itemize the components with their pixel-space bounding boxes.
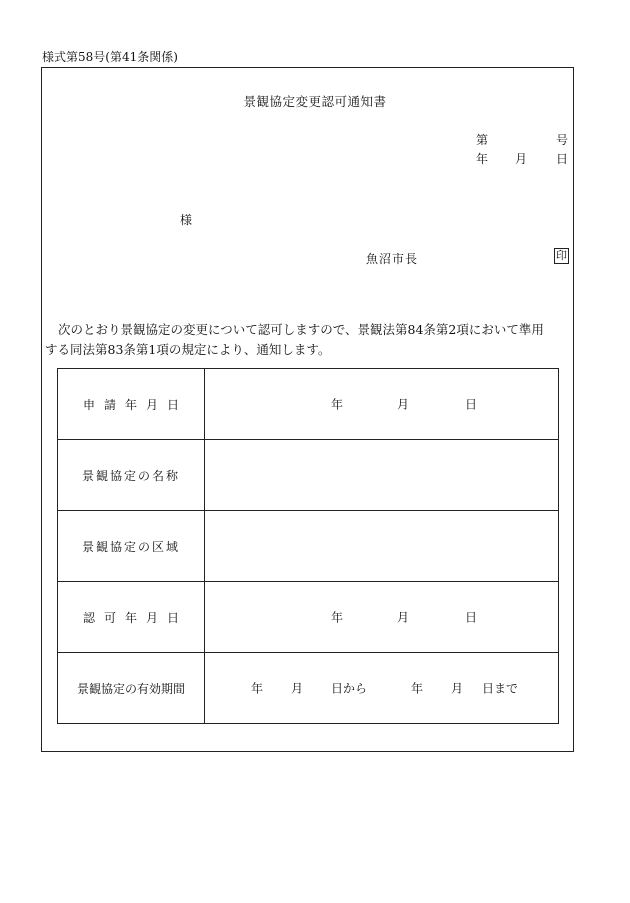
- table-row: [58, 582, 559, 653]
- approval-date-month: 月: [397, 610, 410, 625]
- application-date-year: 年: [331, 397, 344, 412]
- doc-number-go: 号: [556, 133, 569, 147]
- date-month: 月: [515, 152, 528, 166]
- table-row: [58, 369, 559, 440]
- notice-body-line-2: する同法第83条第1項の規定により、通知します。: [45, 342, 331, 357]
- date-year: 年: [476, 152, 489, 166]
- approval-date-day: 日: [465, 610, 478, 625]
- period-end-day-until: 日まで: [482, 681, 519, 696]
- issuer-name: 魚沼市長: [366, 252, 419, 266]
- row-label-agreement-area: 景観協定の区域: [58, 511, 205, 582]
- table-row: [58, 653, 559, 724]
- period-end-month: 月: [451, 681, 464, 696]
- validity-period-value: [205, 653, 559, 724]
- document-title: 景観協定変更認可通知書: [243, 94, 387, 109]
- period-end-year: 年: [411, 681, 424, 696]
- addressee-suffix: 様: [180, 213, 193, 227]
- row-label-application-date: 申請年月日: [58, 369, 205, 440]
- approval-date-value: [205, 582, 559, 653]
- agreement-name-value: [205, 440, 559, 511]
- period-start-month: 月: [291, 681, 304, 696]
- doc-number-dai: 第: [476, 133, 489, 147]
- application-date-month: 月: [397, 397, 410, 412]
- notice-table: [57, 368, 559, 724]
- row-label-approval-date: 認可年月日: [58, 582, 205, 653]
- period-start-day-from: 日から: [331, 681, 368, 696]
- date-day: 日: [556, 152, 569, 166]
- table-row: [58, 511, 559, 582]
- period-start-year: 年: [251, 681, 264, 696]
- approval-date-year: 年: [331, 610, 344, 625]
- table-row: [58, 440, 559, 511]
- agreement-area-value: [205, 511, 559, 582]
- seal-mark: 印: [556, 249, 567, 262]
- row-label-agreement-name: 景観協定の名称: [58, 440, 205, 511]
- row-label-validity-period: 景観協定の有効期間: [58, 653, 205, 724]
- application-date-value: [205, 369, 559, 440]
- notice-body: [45, 320, 571, 360]
- application-date-day: 日: [465, 397, 478, 412]
- form-number: 様式第58号(第41条関係): [42, 50, 178, 64]
- notice-body-line-1: 次のとおり景観協定の変更について認可しますので、景観法第84条第2項において準用: [58, 322, 544, 337]
